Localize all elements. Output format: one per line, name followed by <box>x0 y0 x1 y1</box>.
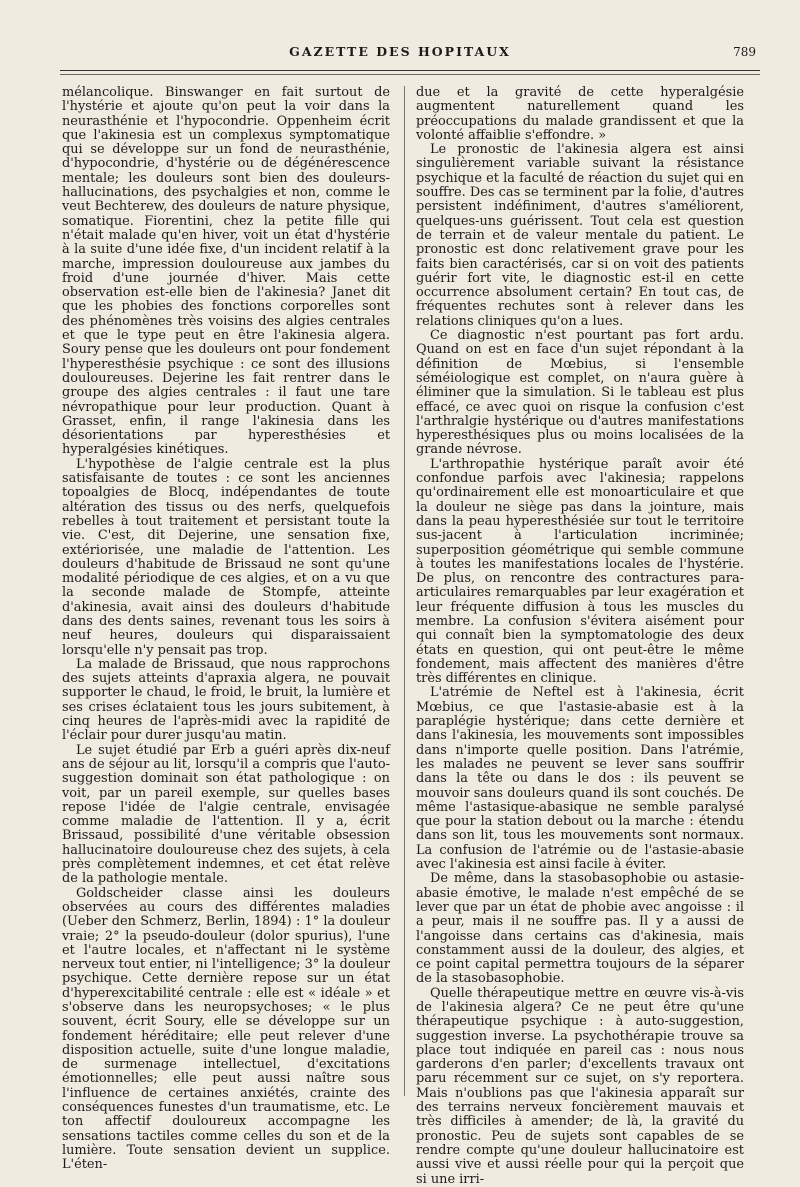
running-header <box>0 44 800 66</box>
page-number: 789 <box>733 45 756 59</box>
paragraph: Ce diagnostic n'est pourtant pas fort ardu. Quand on est en face d'un sujet répondant à la définition de Mœbius, si l'ensemble séméiologique est complet, on n'aura guère à éliminer que la simulation. Si le tableau est plus effacé, ce avec quoi on risque la confusion c'est l'arthralgie hystérique ou d'autres manifestations hyperesthésiques plus ou moins localisées de la grande névrose. <box>416 328 744 458</box>
paragraph: due et la gravité de cette hyperalgésie augmentent naturellement quand les préoccupations du malade grandissent et que la volonté affaiblie s'effondre. » <box>416 85 744 143</box>
paragraph: De même, dans la stasobasophobie ou astasie-abasie émotive, le malade n'est empêché de se lever que par un état de phobie avec angoisse : il a peur, mais il ne souffre pas. Il y a aussi de l'angoisse dans certains cas d'akinesia, mais constamment aussi de la douleur, des algies, et ce point capital permettra toujours de la séparer de la stasobasophobie. <box>416 871 744 987</box>
paragraph: La malade de Brissaud, que nous rapprochons des sujets atteints d'apraxia algera, ne pouvait supporter le chaud, le froid, le bruit, la lumière et ses crises éclataient tous les jours subitement, à cinq heures de l'après-midi avec la rapidité de l'éclair pour durer jusqu'au matin. <box>62 656 390 744</box>
header-rule <box>60 70 760 71</box>
paragraph: L'atrémie de Neftel est à l'akinesia, écrit Mœbius, ce que l'astasie-abasie est à la paraplégie hystérique; dans cette dernière et dans l'akinesia, les mouvements sont impossibles dans n'importe quelle position. Dans l'atrémie, les malades ne peuvent se lever sans souffrir dans la tête ou dans le dos : ils peuvent se mouvoir sans douleurs quand ils sont couchés. De même l'astasique-abasique ne semble paralysé que pour la station debout ou la marche : étendu dans son lit, tous les mouvements sont normaux. La confusion de l'atrémie ou de l'astasie-abasie avec l'akinesia est ainsi facile à éviter. <box>416 685 744 873</box>
left-column <box>62 86 390 1173</box>
right-column <box>416 86 744 1187</box>
column-divider <box>404 86 405 1096</box>
paragraph: L'hypothèse de l'algie centrale est la plus satisfaisante de toutes : ce sont les anciennes topoalgies de Blocq, indépendantes de toute altération des tissus ou des nerfs, quelquefois rebelles à tout traitement et persistant toute la vie. C'est, dit Dejerine, une sensation fixe, extériorisée, une maladie de l'attention. Les douleurs d'habitude de Brissaud ne sont qu'une modalité périodique de ces algies, et on a vu que la seconde malade de Stompfe, atteinte d'akinesia, avait ainsi des douleurs d'habitude dans des dents saines, revenant tous les soirs à neuf heures, douleurs qui disparaissaient lorsqu'elle n'y pensait pas trop. <box>62 456 390 658</box>
paragraph: Le pronostic de l'akinesia algera est ainsi singulièrement variable suivant la résistance psychique et la faculté de réaction du sujet qui en souffre. Des cas se terminent par la folie, d'autres persistent indéfiniment, d'autres s'améliorent, quelques-uns guérissent. Tout cela est question de terrain et de valeur mentale du patient. Le pronostic est donc relativement grave pour les faits bien caractérisés, car si on voit des patients guérir fort vite, le diagnostic est-il en cette occurrence absolument certain? En tout cas, de fréquentes rechutes sont à relever dans les relations cliniques qu'on a lues. <box>416 142 744 329</box>
journal-title: GAZETTE DES HOPITAUX <box>289 44 511 59</box>
header-rule-secondary <box>60 74 760 75</box>
paragraph: mélancolique. Binswanger en fait surtout de l'hystérie et ajoute qu'on peut la voir dans la neurasthénie et l'hypocondrie. Oppenheim écrit que l'akinesia est un complexus symptomatique qui se développe sur un fond de neurasthénie, d'hypocondrie, d'hystérie ou de dégénérescence mentale; les douleurs sont bien des douleurs-hallucinations, des psychalgies et non, comme le veut Bechterew, des douleurs de nature physique, somatique. Fiorentini, chez la petite fille qui n'était malade qu'en hiver, voit un état d'hystérie à la suite d'une idée fixe, d'un incident relatif à la marche, impression douloureuse aux jambes du froid d'une journée d'hiver. Mais cette observation est-elle bien de l'akinesia? Janet dit que les phobies des fonctions corporelles sont des phénomènes très voisins des algies centrales et que le type peut en être l'akinesia algera. Soury pense que les douleurs ont pour fondement l'hyperesthésie psychique : ce sont des illusions douloureuses. Dejerine les fait rentrer dans le groupe des algies centrales : il faut une tare névropathique pour leur production. Quant à Grasset, enfin, il range l'akinesia dans les désorientations par hyperesthésies et hyperalgésies kinétiques. <box>62 85 390 458</box>
paragraph: L'arthropathie hystérique paraît avoir été confondue parfois avec l'akinesia; rappelons qu'ordinairement elle est monoarticulaire et que la douleur ne siège pas dans la jointure, mais dans la peau hyperesthésiée sur tout le territoire sus-jacent à l'articulation incriminée; superposition géométrique qui semble commune à toutes les manifestations locales de l'hystérie. De plus, on rencontre des contractures para-articulaires remarquables par leur exagération et leur fréquente diffusion à tous les muscles du membre. La confusion s'évitera aisément pour qui connaît bien la symptomatologie des deux états en question, qui ont peut-être le même fondement, mais affectent des manières d'être très différentes en clinique. <box>416 456 744 687</box>
paragraph: Goldscheider classe ainsi les douleurs observées au cours des différentes maladies (Ueber den Schmerz, Berlin, 1894) : 1° la douleur vraie; 2° la pseudo-douleur (dolor spurius), l'une et l'autre locales, et n'affectant ni le système nerveux tout entier, ni l'intelligence; 3° la douleur psychique. Cette dernière repose sur un état d'hyperexcitabilité centrale : elle est « idéale » et s'observe dans les neuropsychoses; « le plus souvent, écrit Soury, elle se développe sur un fondement héréditaire; elle peut relever d'une disposition actuelle, suite d'une longue maladie, de surmenage intellectuel, d'excitations émotionnelles; elle peut aussi naître sous l'influence de certaines anxiétés, crainte des conséquences funestes d'un traumatisme, etc. Le ton affectif douloureux accompagne les sensations tactiles comme celles du son et de la lumière. Toute sensation devient un supplice. L'éten- <box>62 885 390 1173</box>
paragraph: Quelle thérapeutique mettre en œuvre vis-à-vis de l'akinesia algera? Ce ne peut être qu'une thérapeutique psychique : à auto-suggestion, suggestion inverse. La psychothérapie trouve sa place tout indiquée en pareil cas : nous nous garderons d'en parler; d'excellents travaux ont paru récemment sur ce sujet, on s'y reportera. Mais n'oublions pas que l'akinesia apparaît sur des terrains nerveux foncièrement mauvais et très difficiles à amender; de là, la gravité du pronostic. Peu de sujets sont capables de se rendre compte qu'une douleur hallucinatoire est aussi vive et aussi réelle pour qui la perçoit que si une irri- <box>416 985 744 1187</box>
paragraph: Le sujet étudié par Erb a guéri après dix-neuf ans de séjour au lit, lorsqu'il a compris que l'auto-suggestion dominait son état pathologique : on voit, par un pareil exemple, sur quelles bases repose l'idée de l'algie centrale, envisagée comme maladie de l'attention. Il y a, écrit Brissaud, possibilité d'une véritable obsession hallucinatoire douloureuse chez des sujets, à cela près complètement indemnes, et cet état relève de la pathologie mentale. <box>62 742 390 887</box>
